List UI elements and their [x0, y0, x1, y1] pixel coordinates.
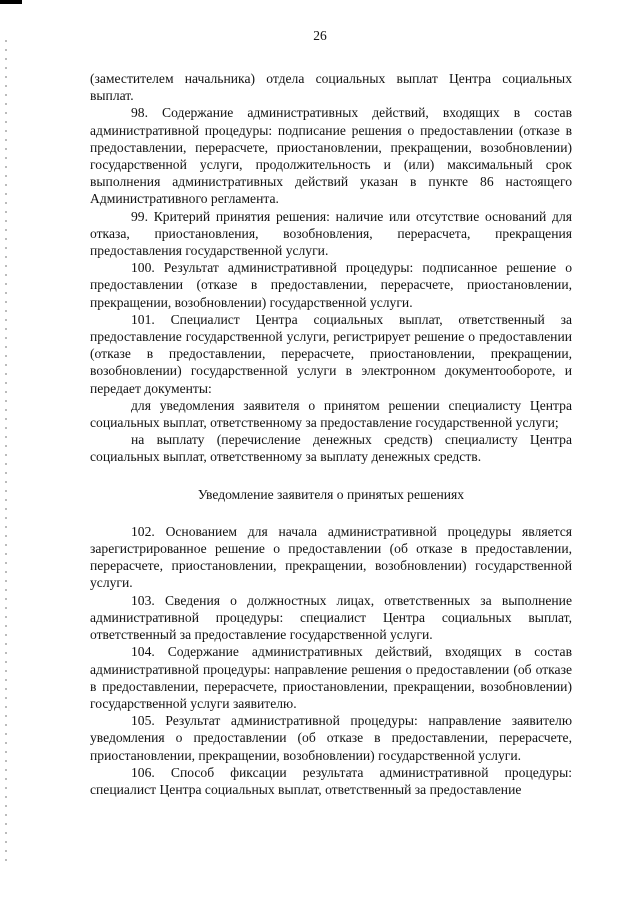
paragraph-cont: (заместителем начальника) отдела социальных выплат Центра социальных выплат. — [90, 71, 572, 104]
paragraph-p101a: для уведомления заявителя о принятом решении специалисту Центра социальных выплат, ответственному за предоставление государственной услуги; — [90, 397, 572, 431]
section-heading: Уведомление заявителя о принятых решениях — [197, 486, 465, 502]
paragraph-p103: 103. Сведения о должностных лицах, ответственных за выполнение административной процедуры: специалист Центра социальных выплат, ответственный за предоставление государственной услуги. — [90, 592, 572, 643]
document-body — [90, 70, 572, 798]
paragraph-p101: 101. Специалист Центра социальных выплат, ответственный за предоставление государственной услуги, регистрирует решение о предоставлении (отказе в предоставлении, перерасчете, приостановлении, прекращении, возобновлении) государственной услуги в электронном документообороте, и передает документы: — [90, 311, 572, 396]
paragraphs-before-heading — [90, 70, 572, 466]
page-number: 26 — [313, 28, 327, 43]
paragraph-p98: 98. Содержание административных действий, входящих в состав административной процедуры: подписание решения о предоставлении (отказе в предоставлении, перерасчете, приостановлении, прекращении, возобновлении) государственной услуги, продолжительность и (или) максимальный срок выполнения административных действий указан в пункте 86 настоящего Административного регламента. — [90, 105, 572, 207]
paragraphs-after-heading — [90, 523, 572, 798]
paragraph-p106: 106. Способ фиксации результата административной процедуры: специалист Центра социальных выплат, ответственный за предоставление — [90, 764, 572, 797]
scan-edge-dots — [5, 40, 7, 865]
paragraph-p100: 100. Результат административной процедуры: подписанное решение о предоставлении (отказе в предоставлении, перерасчете, приостановлении, прекращении, возобновлении) государственной услуги. — [90, 260, 572, 310]
scan-corner-mark — [0, 0, 22, 4]
paragraph-p105: 105. Результат административной процедуры: направление заявителю уведомления о предоставлении (об отказе в предоставлении, перерасчете, приостановлении, прекращении, возобновлении) государственной услуги. — [90, 713, 572, 763]
paragraph-p101b: на выплату (перечисление денежных средств) специалисту Центра социальных выплат, ответственному за выплату денежных средств. — [90, 432, 572, 465]
paragraph-p104: 104. Содержание административных действий, входящих в состав административной процедуры: направление решения о предоставлении (об отказе в предоставлении, перерасчете, приостановлении, прекращении, возобновлении) государственной услуги заявителю. — [90, 644, 572, 711]
paragraph-p99: 99. Критерий принятия решения: наличие или отсутствие оснований для отказа, приостановления, возобновления, перерасчета, прекращения предоставления государственной услуги. — [90, 208, 572, 259]
paragraph-p102: 102. Основанием для начала административной процедуры является зарегистрированное решение о предоставлении (об отказе в предоставлении, перерасчете, приостановлении, прекращении, возобновлении) государственной услуги. — [90, 523, 572, 591]
